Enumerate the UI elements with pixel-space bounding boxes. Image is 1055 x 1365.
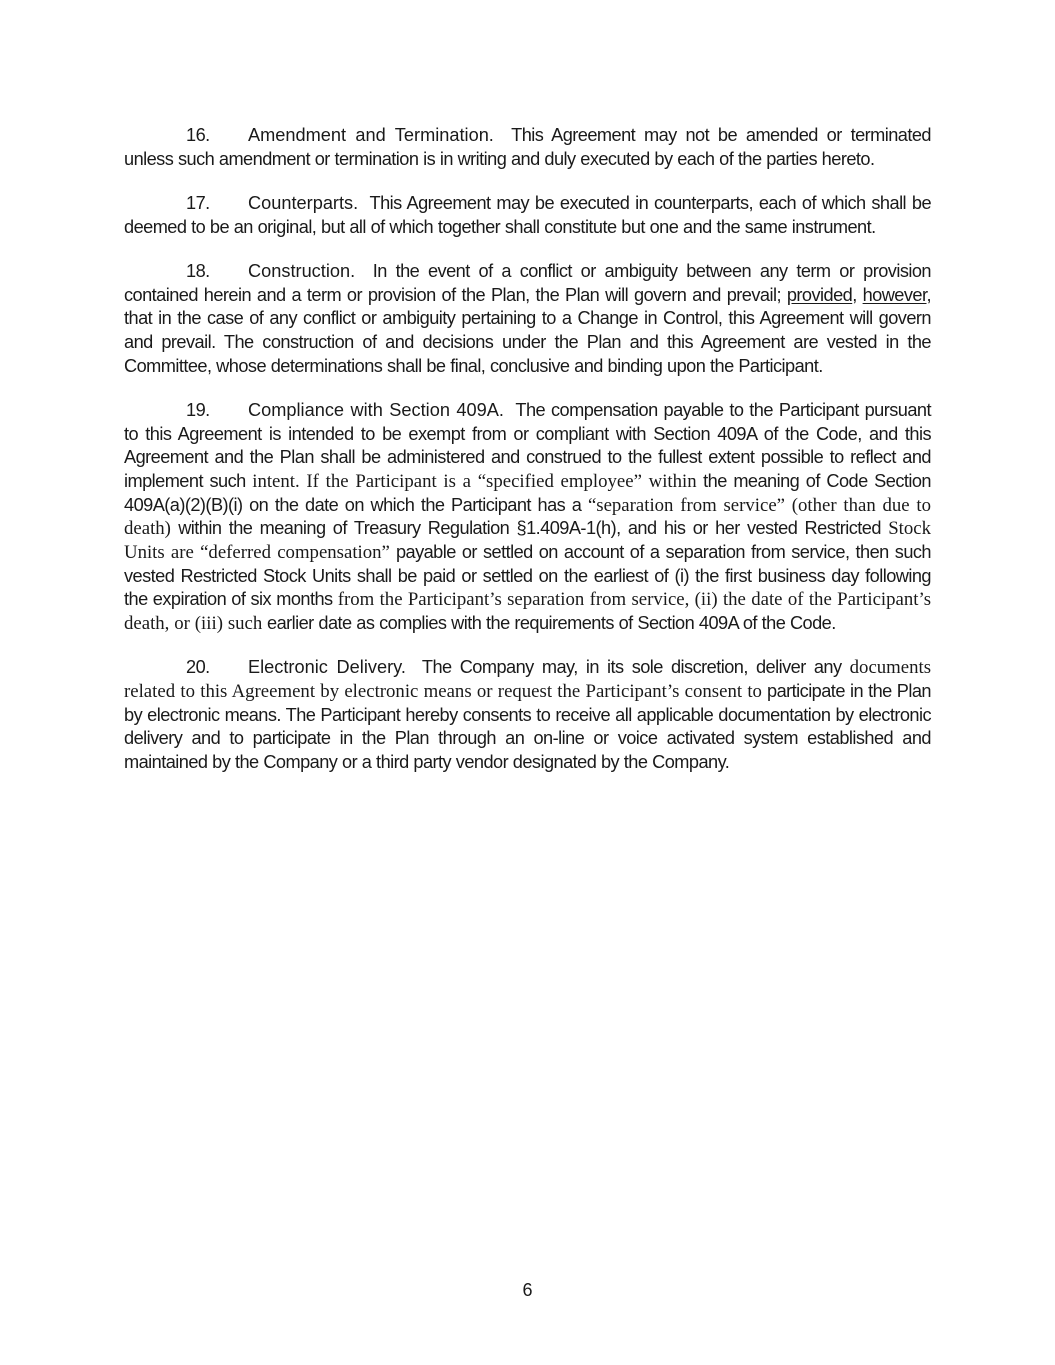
section-19 — [124, 399, 931, 636]
section-number: 18. — [186, 260, 210, 281]
serif-text: from the Participant’s separation from service, (ii) the date of the Participant’s death, or (iii) such — [124, 589, 932, 635]
serif-text: “separation from service” (other than due to death) — [124, 494, 932, 540]
section-body-continued: participate in the Plan by electronic means. The Participant hereby consents to receive all applicable documentation by electronic delivery and to participate in the Plan through an on-line or voice activated system established and maintained by the Company or a third party vendor designated by the Company. — [124, 681, 931, 773]
section-body: In the event of a conflict or ambiguity between any term or provision contained herein and a term or provision of the Plan, the Plan will govern and prevail; — [124, 260, 931, 305]
section-body-continued: within the meaning of Treasury Regulation §1.409A-1(h), and his or her vested Restricted — [178, 518, 881, 539]
serif-text: intent. If the Participant is a “specified employee” within — [252, 470, 697, 492]
section-20 — [124, 656, 931, 775]
section-body: This Agreement may not be amended or terminated unless such amendment or termination is in writing and duly executed by each of the parties hereto. — [124, 125, 931, 169]
section-body: This Agreement may be executed in counterparts, each of which shall be deemed to be an original, but all of which together shall constitute but one and the same instrument. — [124, 192, 932, 237]
section-number: 20. — [186, 657, 210, 678]
section-number: 19. — [186, 399, 210, 420]
section-heading: Compliance with Section 409A. — [248, 399, 504, 420]
section-body: The Company may, in its sole discretion, deliver any — [421, 657, 842, 678]
section-number: 17. — [186, 192, 210, 213]
section-number: 16. — [186, 125, 210, 145]
underlined-term-however: however — [862, 284, 927, 305]
serif-text: Stock Units are “deferred compensation” — [124, 518, 931, 564]
section-heading: Counterparts. — [248, 192, 359, 213]
section-17 — [124, 192, 931, 239]
section-heading: Electronic Delivery. — [248, 657, 406, 678]
underlined-term-provided: provided — [786, 284, 853, 305]
serif-text: documents related to this Agreement by electronic means or request the Participant’s consent to — [124, 657, 932, 703]
section-body: The compensation payable to the Participant pursuant to this Agreement is intended to be exempt from or compliant with Section 409A of the Code, and this Agreement and the Plan shall be administered and construed to the fullest extent possible to reflect and implement such — [124, 399, 931, 491]
section-body-continued: the meaning of Code Section 409A(a)(2)(B)(i) on the date on which the Participant has a — [124, 470, 931, 515]
section-heading: Amendment and Termination. — [248, 125, 494, 145]
section-18 — [124, 260, 931, 379]
section-16 — [124, 124, 931, 171]
section-body-continued: payable or settled on account of a separation from service, then such vested Restricted Stock Units shall be paid or settled on the earliest of (i) the first business day following the expiration of six months — [124, 542, 931, 610]
document-page — [124, 124, 931, 795]
section-heading: Construction. — [248, 260, 356, 281]
section-body-continued: earlier date as complies with the requirements of Section 409A of the Code. — [267, 613, 836, 634]
section-body-continued: , that in the case of any conflict or ambiguity pertaining to a Change in Control, this Agreement will govern and prevail. The construction of and decisions under the Plan and this Agreement are vested in the Committee, whose determinations shall be final, conclusive and binding upon the Participant. — [124, 284, 932, 376]
page-number: 6 — [522, 1280, 533, 1300]
separator: , — [852, 284, 863, 305]
